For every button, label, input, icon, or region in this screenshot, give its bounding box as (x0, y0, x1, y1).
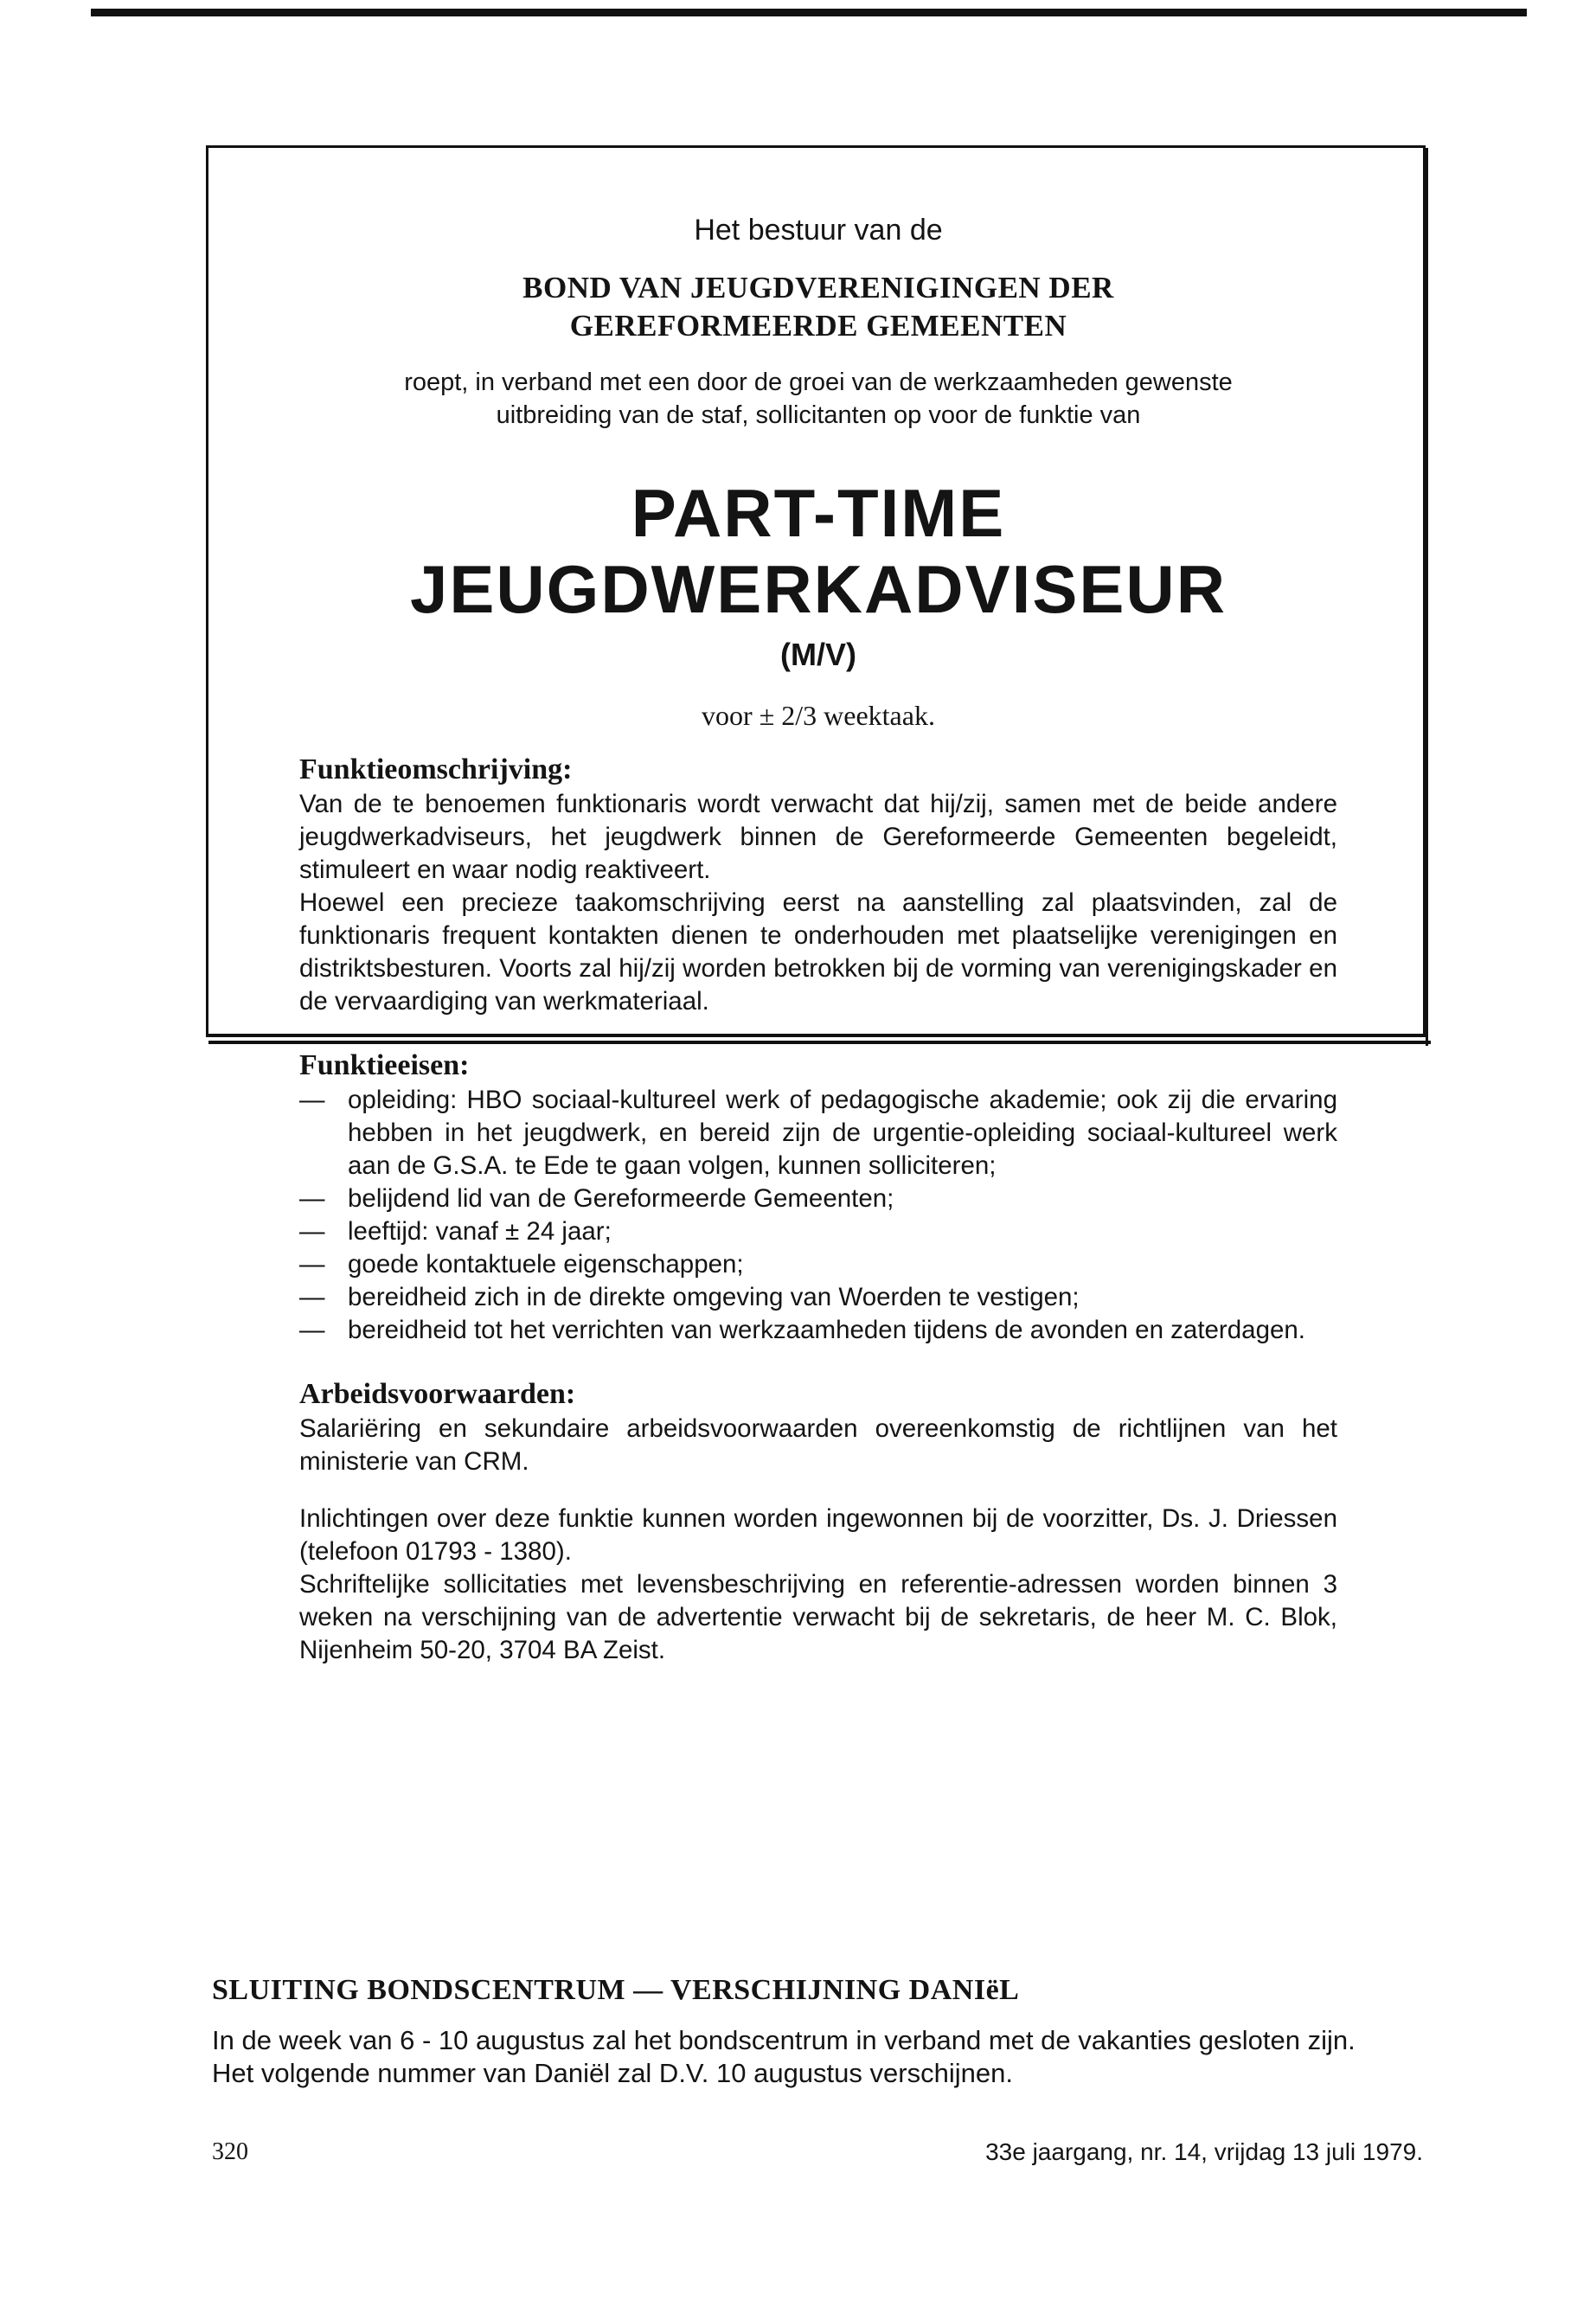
requirement-text: leeftijd: vanaf ± 24 jaar; (348, 1217, 612, 1246)
job-advertisement (206, 145, 1426, 1664)
calls-line1: roept, in verband met een door de groei van de werkzaamheden gewenste (404, 369, 1233, 396)
requirement-text: goede kontaktuele eigenschappen; (348, 1250, 744, 1279)
requirement-text: bereidheid tot het verrichten van werkzaamheden tijdens de avonden en zaterdagen. (348, 1316, 1305, 1344)
list-dash: — (299, 1086, 325, 1114)
notice-line2: Het volgende nummer van Daniël zal D.V. 10 augustus verschijnen. (212, 2058, 1013, 2088)
box-shadow-right (1426, 148, 1428, 1046)
ad-intro: Het bestuur van de (694, 214, 943, 247)
notice-heading: SLUITING BONDSCENTRUM — VERSCHIJNING DANIëL (212, 1974, 1020, 2006)
advertisement-content (299, 208, 1337, 1667)
list-item (299, 1215, 1337, 1248)
closing-notice (212, 1972, 1423, 2090)
requirement-text: belijdend lid van de Gereformeerde Gemeenten; (348, 1184, 894, 1213)
hours-per-week: voor ± 2/3 weektaak. (702, 700, 935, 731)
list-dash: — (299, 1217, 325, 1246)
list-dash: — (299, 1184, 325, 1213)
list-dash: — (299, 1283, 325, 1311)
list-item (299, 1183, 1337, 1215)
requirements-heading: Funktieeisen: (299, 1049, 470, 1081)
job-title-gender: (M/V) (780, 637, 856, 672)
top-rule (91, 9, 1527, 16)
list-item (299, 1314, 1337, 1347)
list-dash: — (299, 1316, 325, 1344)
description-paragraph-2: Hoewel een precieze taakomschrijving eerst na aanstelling zal plaatsvinden, zal de funktionaris frequent kontakten dienen te onderhouden met plaatselijke verenigingen en distriktsbesturen. Voorts zal hij/zij worden betrokken bij de vorming van verenigingskader en de vervaardiging van werkmateriaal. (299, 888, 1337, 1016)
list-dash: — (299, 1250, 325, 1279)
list-item (299, 1248, 1337, 1281)
spacer (299, 1478, 1337, 1503)
conditions-text: Salariëring en sekundaire arbeidsvoorwaarden overeenkomstig de richtlijnen van het ministerie van CRM. (299, 1414, 1337, 1476)
organization-name-line1: BOND VAN JEUGDVERENIGINGEN DER (522, 271, 1114, 304)
requirements-list (299, 1084, 1337, 1347)
job-title-line1: PART-TIME (631, 475, 1006, 551)
conditions-heading: Arbeidsvoorwaarden: (299, 1378, 576, 1410)
page-number: 320 (212, 2138, 248, 2165)
description-heading: Funktieomschrijving: (299, 753, 573, 785)
requirement-text: opleiding: HBO sociaal-kultureel werk of pedagogische akademie; ook zij die ervaring hebben in het jeugdwerk, en bereid zijn de urgentie-opleiding sociaal-kultureel werk aan de G.S.A. te Ede te gaan volgen, kunnen solliciteren; (348, 1086, 1337, 1180)
application-text: Schriftelijke sollicitaties met levensbeschrijving en referentie-adressen worden binnen 3 weken na verschijning van de advertentie verwacht bij de sekretaris, de heer M. C. Blok, Nijenheim 50-20, 3704 BA Zeist. (299, 1570, 1337, 1664)
job-title-line2: JEUGDWERKADVISEUR (409, 551, 1227, 627)
calls-line2: uitbreiding van de staf, sollicitanten op voor de funktie van (496, 401, 1141, 429)
info-text: Inlichtingen over deze funktie kunnen worden ingewonnen bij de voorzitter, Ds. J. Driessen (telefoon 01793 - 1380). (299, 1504, 1337, 1566)
issue-info: 33e jaargang, nr. 14, vrijdag 13 juli 1979. (985, 2138, 1423, 2165)
page-footer (212, 2137, 1423, 2168)
description-paragraph-1: Van de te benoemen funktionaris wordt verwacht dat hij/zij, samen met de beide andere jeugdwerkadviseurs, het jeugdwerk binnen de Gereformeerde Gemeenten begeleidt, stimuleert en waar nodig reaktiveert. (299, 790, 1337, 884)
organization-name-line2: GEREFORMEERDE GEMEENTEN (569, 309, 1067, 343)
requirement-text: bereidheid zich in de direkte omgeving van Woerden te vestigen; (348, 1283, 1080, 1311)
notice-line1: In de week van 6 - 10 augustus zal het bondscentrum in verband met de vakanties gesloten zijn. (212, 2025, 1356, 2055)
list-item (299, 1281, 1337, 1314)
list-item (299, 1084, 1337, 1183)
